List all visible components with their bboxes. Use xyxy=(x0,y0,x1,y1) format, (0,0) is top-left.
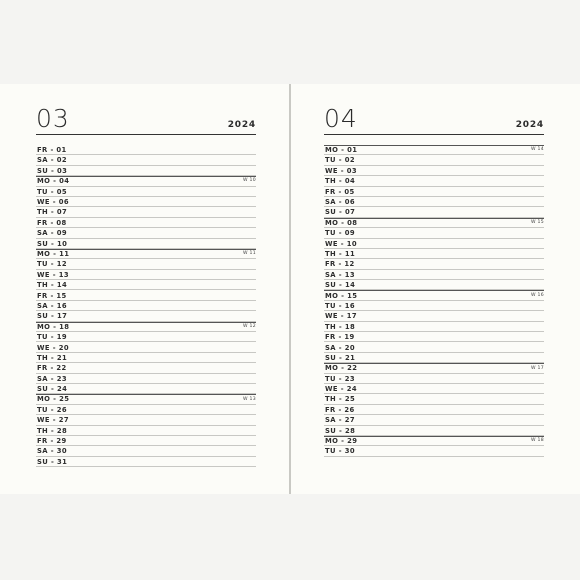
day-row[interactable] xyxy=(324,145,544,155)
day-label: FR - 05 xyxy=(325,187,355,196)
month-number: 03 xyxy=(36,104,70,133)
day-label: TU - 02 xyxy=(325,156,355,165)
day-row[interactable] xyxy=(324,374,544,384)
day-label: SA - 13 xyxy=(325,270,355,279)
day-label: MO - 08 xyxy=(325,218,358,227)
day-label: SA - 06 xyxy=(325,198,355,207)
day-label: SA - 20 xyxy=(325,343,355,352)
day-label: SA - 02 xyxy=(37,156,67,165)
day-row[interactable] xyxy=(36,415,256,425)
day-row[interactable] xyxy=(36,249,256,259)
day-label: WE - 24 xyxy=(325,385,357,394)
week-number-label: W 11 xyxy=(242,251,256,257)
day-row[interactable] xyxy=(324,322,544,332)
day-row[interactable] xyxy=(36,259,256,269)
day-row[interactable] xyxy=(324,301,544,311)
day-label: MO - 25 xyxy=(37,395,70,404)
day-label: MO - 29 xyxy=(325,437,358,446)
day-label: TH - 14 xyxy=(37,281,68,290)
day-label: SU - 17 xyxy=(37,312,68,321)
planner-page-march xyxy=(36,84,256,494)
week-number-label: W 18 xyxy=(530,438,544,444)
day-row[interactable] xyxy=(324,239,544,249)
day-row[interactable] xyxy=(36,228,256,238)
planner-spread xyxy=(0,84,580,494)
day-row[interactable] xyxy=(36,176,256,186)
week-number-label: W 15 xyxy=(530,220,544,226)
day-row[interactable] xyxy=(36,239,256,249)
day-row[interactable] xyxy=(36,436,256,446)
day-label: TU - 30 xyxy=(325,447,355,456)
day-row[interactable] xyxy=(324,436,544,446)
day-label: SU - 24 xyxy=(37,385,68,394)
day-label: FR - 12 xyxy=(325,260,355,269)
day-label: MO - 22 xyxy=(325,364,358,373)
day-row[interactable] xyxy=(36,218,256,228)
week-number-label: W 16 xyxy=(530,292,544,298)
day-list xyxy=(36,145,256,467)
planner-page-april xyxy=(324,84,544,494)
day-row[interactable] xyxy=(324,426,544,436)
day-label: SU - 14 xyxy=(325,281,356,290)
day-row[interactable] xyxy=(36,280,256,290)
day-label: WE - 10 xyxy=(325,239,357,248)
day-label: SA - 16 xyxy=(37,301,67,310)
day-label: MO - 15 xyxy=(325,291,358,300)
day-label: FR - 08 xyxy=(37,218,67,227)
day-label: WE - 03 xyxy=(325,166,357,175)
day-row[interactable] xyxy=(324,394,544,404)
day-label: WE - 27 xyxy=(37,416,69,425)
day-row[interactable] xyxy=(36,353,256,363)
day-list xyxy=(324,145,544,457)
day-label: SA - 30 xyxy=(37,447,67,456)
day-row[interactable] xyxy=(36,207,256,217)
day-row[interactable] xyxy=(36,363,256,373)
day-row[interactable] xyxy=(324,342,544,352)
day-row[interactable] xyxy=(324,446,544,456)
header-rule xyxy=(324,134,544,135)
day-label: TH - 25 xyxy=(325,395,356,404)
day-row[interactable] xyxy=(324,218,544,228)
day-row[interactable] xyxy=(36,187,256,197)
day-label: MO - 04 xyxy=(37,177,70,186)
header-rule xyxy=(36,134,256,135)
day-label: SA - 23 xyxy=(37,374,67,383)
day-row[interactable] xyxy=(324,197,544,207)
day-row[interactable] xyxy=(324,353,544,363)
day-row[interactable] xyxy=(36,457,256,467)
week-number-label: W 13 xyxy=(242,396,256,402)
month-number: 04 xyxy=(324,104,358,133)
day-row[interactable] xyxy=(36,197,256,207)
day-label: WE - 20 xyxy=(37,343,69,352)
day-label: FR - 19 xyxy=(325,333,355,342)
week-number-label: W 17 xyxy=(530,365,544,371)
day-label: TU - 26 xyxy=(37,405,67,414)
day-row[interactable] xyxy=(36,342,256,352)
day-label: SU - 03 xyxy=(37,166,68,175)
day-label: TH - 21 xyxy=(37,353,68,362)
day-row[interactable] xyxy=(324,384,544,394)
day-label: SU - 21 xyxy=(325,353,356,362)
day-row[interactable] xyxy=(36,270,256,280)
day-row[interactable] xyxy=(324,207,544,217)
day-label: TH - 28 xyxy=(37,426,68,435)
year-label: 2024 xyxy=(515,120,544,130)
book-spine xyxy=(289,84,291,494)
day-row[interactable] xyxy=(36,405,256,415)
day-row[interactable] xyxy=(36,290,256,300)
day-label: SA - 27 xyxy=(325,416,355,425)
day-label: TH - 11 xyxy=(325,250,356,258)
day-label: TU - 05 xyxy=(37,187,67,196)
day-label: FR - 22 xyxy=(37,364,67,373)
day-row[interactable] xyxy=(324,259,544,269)
day-label: TH - 04 xyxy=(325,177,356,186)
day-row[interactable] xyxy=(324,415,544,425)
day-label: SU - 07 xyxy=(325,208,356,217)
day-row[interactable] xyxy=(324,155,544,165)
day-label: FR - 26 xyxy=(325,405,355,414)
day-row[interactable] xyxy=(36,166,256,176)
day-label: WE - 17 xyxy=(325,312,357,321)
day-label: MO - 01 xyxy=(325,146,358,155)
day-label: FR - 15 xyxy=(37,291,67,300)
day-row[interactable] xyxy=(324,166,544,176)
day-row[interactable] xyxy=(36,145,256,155)
day-label: TU - 23 xyxy=(325,374,355,383)
day-row[interactable] xyxy=(36,301,256,311)
week-number-label: W 12 xyxy=(242,323,256,329)
day-label: SU - 31 xyxy=(37,457,68,466)
day-row[interactable] xyxy=(324,290,544,300)
day-row[interactable] xyxy=(36,446,256,456)
day-label: TU - 09 xyxy=(325,229,355,238)
week-number-label: W 14 xyxy=(530,147,544,153)
day-row[interactable] xyxy=(36,332,256,342)
day-row[interactable] xyxy=(324,270,544,280)
day-label: TU - 12 xyxy=(37,260,67,269)
day-row[interactable] xyxy=(324,405,544,415)
day-label: WE - 06 xyxy=(37,198,69,207)
day-row[interactable] xyxy=(324,280,544,290)
day-label: WE - 13 xyxy=(37,270,69,279)
day-row[interactable] xyxy=(36,374,256,384)
day-label: MO - 18 xyxy=(37,322,70,331)
day-row[interactable] xyxy=(324,311,544,321)
day-row[interactable] xyxy=(36,394,256,404)
day-label: TH - 07 xyxy=(37,208,68,217)
day-row[interactable] xyxy=(324,187,544,197)
day-row[interactable] xyxy=(36,155,256,165)
day-label: SU - 28 xyxy=(325,426,356,435)
day-row[interactable] xyxy=(36,384,256,394)
day-row[interactable] xyxy=(36,426,256,436)
day-label: TH - 18 xyxy=(325,322,356,331)
week-number-label: W 10 xyxy=(242,178,256,184)
day-label: SA - 09 xyxy=(37,229,67,238)
day-row[interactable] xyxy=(324,176,544,186)
day-label: FR - 29 xyxy=(37,437,67,446)
day-row[interactable] xyxy=(36,311,256,321)
day-row[interactable] xyxy=(324,228,544,238)
day-label: TU - 19 xyxy=(37,333,67,342)
day-label: FR - 01 xyxy=(37,146,67,155)
day-row[interactable] xyxy=(324,332,544,342)
day-label: TU - 16 xyxy=(325,301,355,310)
day-row[interactable] xyxy=(324,249,544,259)
year-label: 2024 xyxy=(227,120,256,130)
day-row[interactable] xyxy=(324,363,544,373)
day-label: MO - 11 xyxy=(37,250,70,258)
day-row[interactable] xyxy=(36,322,256,332)
day-label: SU - 10 xyxy=(37,239,68,248)
